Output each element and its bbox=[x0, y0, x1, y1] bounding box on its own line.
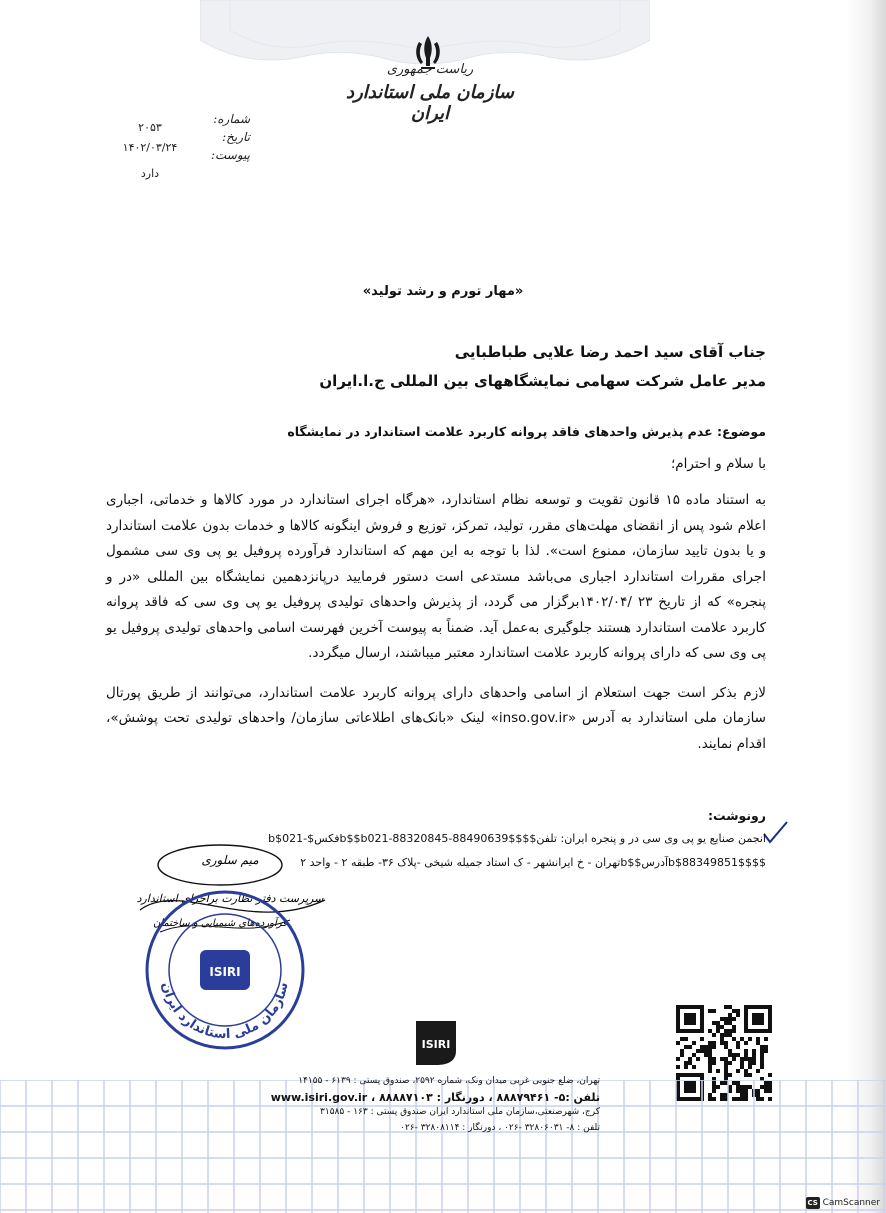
addressee bbox=[126, 338, 766, 396]
addressee-name: جناب آقای سید احمد رضا علایی طباطبایی bbox=[454, 343, 766, 361]
stamp-logo-text: ISIRI bbox=[209, 965, 241, 979]
organization-name: سازمان ملی استاندارد ایران bbox=[346, 82, 514, 124]
slogan: «مهار تورم و رشد تولید» bbox=[362, 284, 524, 299]
camscanner-badge bbox=[806, 1197, 880, 1209]
date-label: تاریخ: bbox=[222, 130, 250, 144]
footer-line-2[interactable]: تلفن :۵- ۸۸۸۷۹۴۶۱ ، دورنگار : ۸۸۸۸۷۱۰۳ ، www.isiri.gov.ir bbox=[270, 1090, 600, 1104]
official-stamp bbox=[140, 880, 310, 1055]
footer-line-3: کرج، شهرصنعتی،سازمان ملی استاندارد ایران صندوق پستی : ۱۶۳ - ۳۱۵۸۵ bbox=[320, 1107, 600, 1117]
attachment-value: دارد bbox=[140, 167, 160, 180]
isiri-logo bbox=[410, 1015, 462, 1070]
attachment-label: پیوست: bbox=[210, 148, 250, 162]
signer-name: میم سلوری bbox=[201, 853, 259, 867]
letter-meta-values bbox=[100, 118, 200, 184]
letter-meta-labels bbox=[200, 110, 250, 164]
letter-date: ۱۴۰۲/۰۳/۲۴ bbox=[122, 141, 178, 154]
body-paragraph-2: لازم بذکر است جهت استعلام از اسامی واحدهای دارای پروانه کاربرد علامت استاندارد، می‌توانند از طریق پورتال سازمان ملی استاندارد به آدرس «inso.gov.ir» لینک «بانک‌های اطلاعاتی سازمان/ واحدهای تولیدی تحت پوشش»، اقدام نمایند. bbox=[106, 684, 766, 752]
cc-line-1: انجمن صنایع یو پی وی سی در و پنجره ایران: تلفن$$b$$b021-88320845-88490639$$فکس$-b$021 bbox=[268, 832, 766, 845]
footer-line-4: تلفن : ۸- ۳۲۸۰۶۰۳۱ -۰۲۶ ، دورنگار : ۳۲۸۰۸۱۱۴ -۰۲۶ bbox=[400, 1122, 600, 1133]
camscanner-label: CamScanner bbox=[822, 1198, 880, 1208]
scan-edge bbox=[846, 0, 886, 1213]
addressee-title: مدیر عامل شرکت سهامی نمایشگاههای بین المللی ج.ا.ایران bbox=[319, 372, 766, 390]
letter-number: ۲۰۵۳ bbox=[138, 121, 162, 134]
footer-logo-text: ISIRI bbox=[421, 1038, 451, 1051]
camscanner-icon: CS bbox=[807, 1199, 818, 1207]
greeting: با سلام و احترام؛ bbox=[670, 456, 766, 472]
footer-address bbox=[240, 1074, 600, 1136]
footer-line-1: تهران، ضلع جنوبی غربی میدان ونک، شماره ۲۵۹۲، صندوق پستی : ۶۱۳۹ - ۱۴۱۵۵ bbox=[298, 1076, 600, 1086]
cc-title: رونوشت: bbox=[707, 808, 766, 823]
signer-subtitle: فرآورده‌های شیمیایی و ساختمان bbox=[152, 918, 288, 929]
signer-title: سرپرست دفتر نظارت براجرای استاندارد bbox=[136, 892, 324, 905]
cc-line-2: $$b$88349851$$آدرس$$bتهران - خ ایرانشهر - ک استاد جمیله شیخی -پلاک ۳۶- طبقه ۲ - واحد ۲ bbox=[300, 856, 766, 869]
presidency-label: ریاست جمهوری bbox=[386, 62, 474, 77]
stamp-text: سازمان ملی استاندارد ایران bbox=[158, 980, 292, 1043]
number-label: شماره: bbox=[213, 112, 250, 126]
letter-body bbox=[106, 488, 766, 771]
subject-line: موضوع: عدم پذیرش واحدهای فاقد پروانه کاربرد علامت استاندارد در نمایشگاه bbox=[287, 424, 766, 439]
body-paragraph-1: به استناد ماده ۱۵ قانون تقویت و توسعه نظام استاندارد، «هرگاه اجرای استاندارد در مورد کالاها و خدماتی، اجباری اعلام شود پس از انقضای مهلت‌های مقرر، تولید، تمرکز، توزیع و فروش اینگونه کالاها و خدمات بدون علامت استاندارد و یا بدون تایید سازمان، ممنوع است». لذا با توجه به این مهم که استاندارد فرآورده پروفیل یو پی وی سی مشمول اجرای مقررات استاندارد اجباری می‌باشد مستدعی است دستور فرمایید درپانزدهمین نمایشگاه بین المللی «در و پنجره» که از تاریخ ۲۳ /۱۴۰۲/۰۴برگزار می گردد، از پذیرش واحدهای تولیدی پروفیل یو پی وی سی که فاقد پروانه کاربرد علامت استاندارد هستند جلوگیری به‌عمل آید. ضمناً به پیوست آخرین فهرست اسامی واحدهای تولیدی پروفیل یو پی وی سی که دارای پروانه کاربرد علامت استاندارد معتبر میباشند، ارسال میگردد. bbox=[106, 492, 767, 661]
